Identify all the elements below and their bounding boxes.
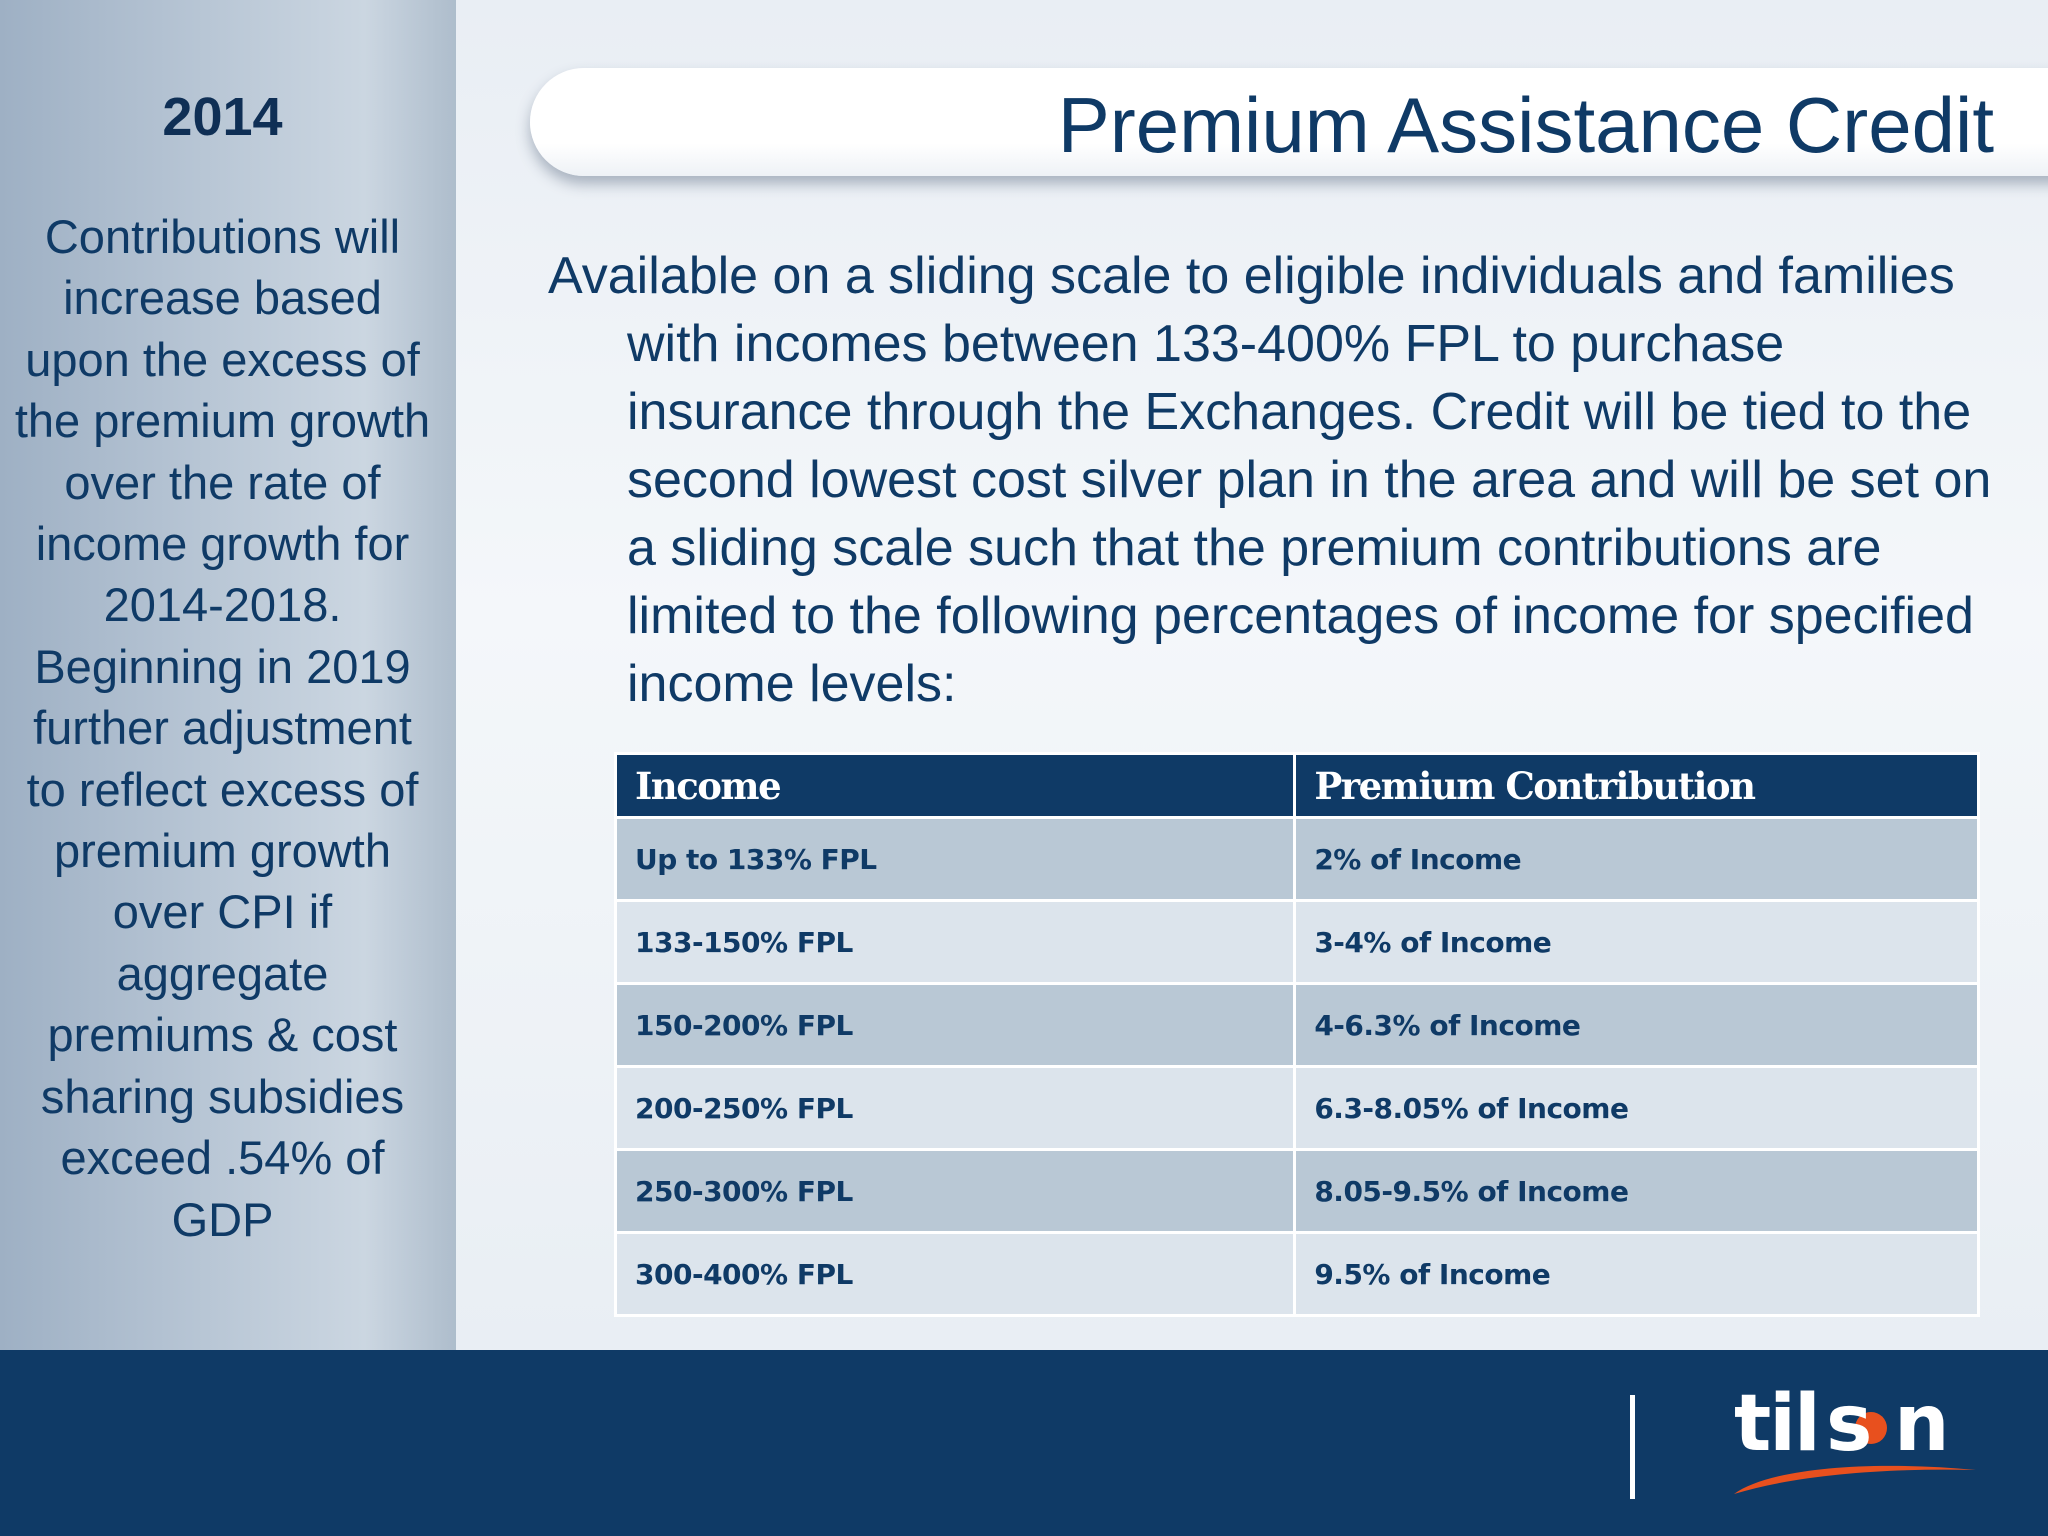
income-cell: 133-150% FPL — [616, 901, 1295, 984]
footer-divider — [1630, 1395, 1635, 1499]
contribution-cell: 2% of Income — [1295, 818, 1979, 901]
sidebar-year: 2014 — [162, 87, 283, 147]
sidebar — [0, 0, 456, 1350]
income-cell: 150-200% FPL — [616, 984, 1295, 1067]
table-row — [616, 984, 1979, 1067]
income-cell: 300-400% FPL — [616, 1233, 1295, 1316]
premium-contribution-table — [614, 752, 1980, 1317]
tilson-logo — [1730, 1382, 1990, 1502]
page-title: Premium Assistance Credit — [1057, 81, 1994, 169]
table-row — [616, 1233, 1979, 1316]
contribution-cell: 3-4% of Income — [1295, 901, 1979, 984]
header-income: Income — [616, 754, 1295, 818]
logo-text-tail: n — [1894, 1382, 1948, 1469]
table-row — [616, 818, 1979, 901]
table-row — [616, 1150, 1979, 1233]
table-row — [616, 901, 1979, 984]
contribution-cell: 8.05-9.5% of Income — [1295, 1150, 1979, 1233]
contribution-cell: 9.5% of Income — [1295, 1233, 1979, 1316]
logo-text-end: s — [1826, 1382, 1871, 1469]
income-cell: Up to 133% FPL — [616, 818, 1295, 901]
income-cell: 250-300% FPL — [616, 1150, 1295, 1233]
body-paragraph: Available on a sliding scale to eligible individuals and families with incomes between 133-400% FPL to purchase insurance through the Exchanges. Credit will be tied to the second lowest cost silver plan in the area and will be set on a sliding scale such that the premium contributions are limited to the following percentages of income for specified income levels: — [548, 247, 1992, 713]
table-row — [616, 1067, 1979, 1150]
income-cell: 200-250% FPL — [616, 1067, 1295, 1150]
logo-text: til — [1734, 1382, 1819, 1469]
contribution-cell: 6.3-8.05% of Income — [1295, 1067, 1979, 1150]
contribution-cell: 4-6.3% of Income — [1295, 984, 1979, 1067]
sidebar-text: Contributions will increase based upon the excess of the premium growth over the rate of income growth for 2014-2018. Beginning in 2019 further adjustment to reflect excess of premium growth over CPI if aggregate premiums & cost sharing subsidies exceed .54% of GDP — [14, 210, 431, 1246]
table-header-row — [616, 754, 1979, 818]
logo-swoosh — [1734, 1466, 1976, 1494]
header-premium-contribution: Premium Contribution — [1295, 754, 1979, 818]
